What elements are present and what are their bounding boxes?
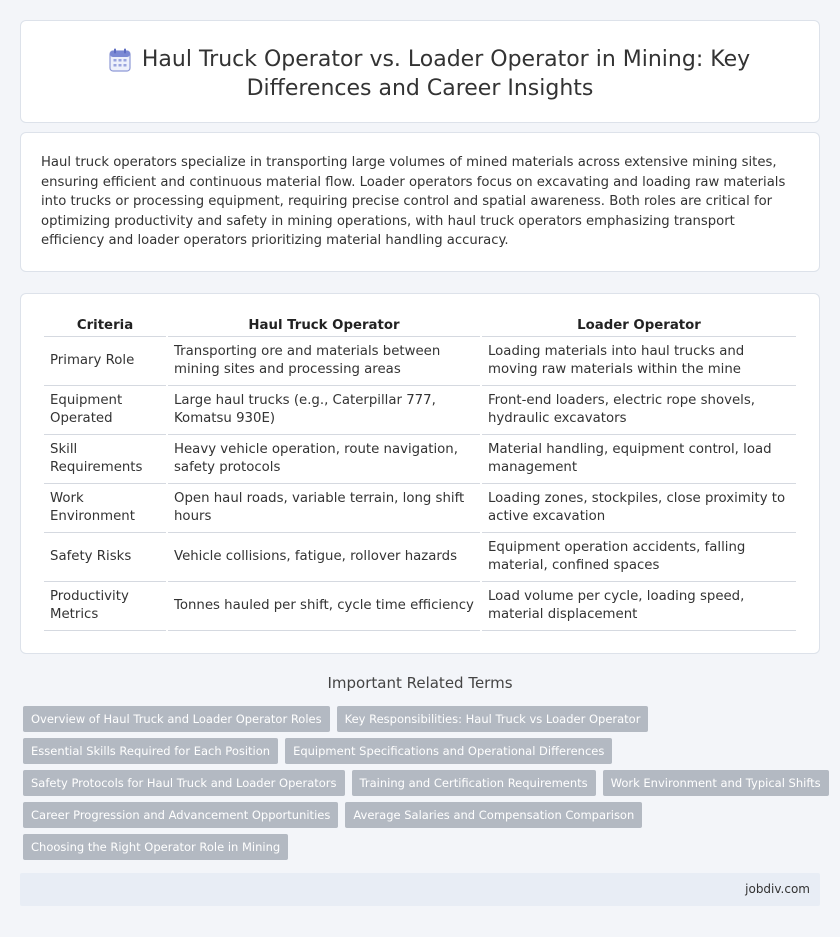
row-criteria: Primary Role: [44, 337, 166, 386]
related-term-link[interactable]: Safety Protocols for Haul Truck and Loader Operators: [23, 770, 345, 796]
row-criteria: Work Environment: [44, 484, 166, 533]
comparison-table-card: [20, 293, 820, 654]
title-card: [20, 20, 820, 123]
row-criteria: Safety Risks: [44, 533, 166, 582]
row-loader: Front-end loaders, electric rope shovels, hydraulic excavators: [482, 386, 796, 435]
row-haul-truck: Vehicle collisions, fatigue, rollover hazards: [168, 533, 480, 582]
page-title-line-2: Differences and Career Insights: [246, 76, 594, 101]
page-title: [21, 45, 819, 103]
intro-paragraph: Haul truck operators specialize in transporting large volumes of mined materials across extensive mining sites, ensuring efficient and continuous material flow. Loader operators focus on excavating and loading raw materials into trucks or processing equipment, requiring precise control and spatial awareness. Both roles are critical for optimizing productivity and safety in mining operations, with haul truck operators emphasizing transport efficiency and loader operators prioritizing material handling accuracy.: [41, 155, 786, 248]
related-term-link[interactable]: Essential Skills Required for Each Position: [23, 738, 278, 764]
footer: [20, 873, 820, 906]
row-criteria: Skill Requirements: [44, 435, 166, 484]
row-loader: Equipment operation accidents, falling material, confined spaces: [482, 533, 796, 582]
related-term-link[interactable]: Training and Certification Requirements: [352, 770, 596, 796]
table-header-row: [44, 316, 796, 337]
table-row: [44, 533, 796, 582]
related-term-link[interactable]: Career Progression and Advancement Opportunities: [23, 802, 338, 828]
header-criteria: Criteria: [44, 316, 166, 337]
row-haul-truck: Large haul trucks (e.g., Caterpillar 777, Komatsu 930E): [168, 386, 480, 435]
row-criteria: Productivity Metrics: [44, 582, 166, 631]
header-loader-operator: Loader Operator: [482, 316, 796, 337]
related-term-link[interactable]: Key Responsibilities: Haul Truck vs Loader Operator: [337, 706, 649, 732]
row-haul-truck: Heavy vehicle operation, route navigation, safety protocols: [168, 435, 480, 484]
row-loader: Loading zones, stockpiles, close proximity to active excavation: [482, 484, 796, 533]
related-term-link[interactable]: Equipment Specifications and Operational Differences: [285, 738, 612, 764]
row-haul-truck: Open haul roads, variable terrain, long shift hours: [168, 484, 480, 533]
related-term-link[interactable]: Work Environment and Typical Shifts: [603, 770, 829, 796]
row-loader: Load volume per cycle, loading speed, material displacement: [482, 582, 796, 631]
related-term-link[interactable]: Overview of Haul Truck and Loader Operator Roles: [23, 706, 330, 732]
row-haul-truck: Tonnes hauled per shift, cycle time efficiency: [168, 582, 480, 631]
related-terms-heading: Important Related Terms: [327, 674, 513, 692]
table-row: [44, 484, 796, 533]
table-row: [44, 337, 796, 386]
intro-card: [20, 132, 820, 272]
row-loader: Material handling, equipment control, load management: [482, 435, 796, 484]
row-haul-truck: Transporting ore and materials between mining sites and processing areas: [168, 337, 480, 386]
footer-site-link[interactable]: jobdiv.com: [745, 882, 810, 896]
related-term-link[interactable]: Average Salaries and Compensation Comparison: [345, 802, 642, 828]
table-row: [44, 435, 796, 484]
table-row: [44, 582, 796, 631]
related-term-link[interactable]: Choosing the Right Operator Role in Mining: [23, 834, 288, 860]
row-criteria: Equipment Operated: [44, 386, 166, 435]
row-loader: Loading materials into haul trucks and moving raw materials within the mine: [482, 337, 796, 386]
page-title-line-1: Haul Truck Operator vs. Loader Operator in Mining: Key: [141, 47, 751, 72]
table-row: [44, 386, 796, 435]
comparison-table: [42, 316, 798, 631]
header-haul-truck-operator: Haul Truck Operator: [168, 316, 480, 337]
related-terms-list: [23, 706, 821, 866]
